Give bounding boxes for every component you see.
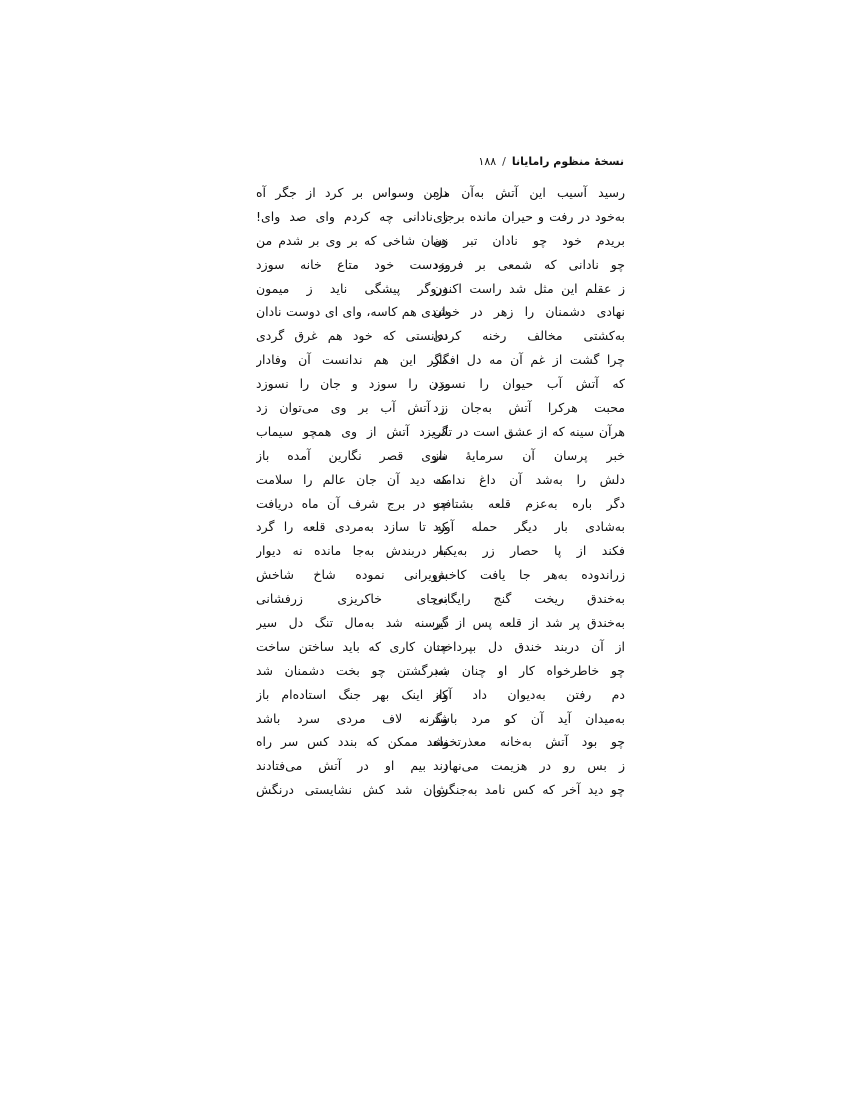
verse-line: ز عقلم این مثل شد راست اکنون (433, 280, 625, 296)
left-column (256, 181, 448, 802)
verse-line: نه دربندش به‌جا مانده نه دیوار (256, 543, 448, 559)
verse-line: فکند از پا حصار زر به‌یکبار (433, 543, 625, 559)
verse-line: وگرنه لاف مردی سرد باشد (256, 710, 448, 726)
running-header (478, 150, 624, 172)
verse-line: دم رفتن به‌دیوان داد آواز (433, 686, 625, 702)
verse-line: گریزد آتش از وی همچو سیماب (256, 423, 448, 439)
verse-line: به‌میدان آید آن کو مرد باشد (433, 710, 625, 726)
verse-line: مگر این هم ندانست آن وفادار (256, 352, 448, 368)
verse-line: سوی قصر نگارین آمده باز (256, 447, 448, 463)
header-separator: / (502, 154, 506, 168)
verse-line: به‌شادی بار دیگر حمله آورد (433, 519, 625, 535)
verse-line: چو خاطرخواه کار او چنان شد (433, 662, 625, 678)
verse-line: چو در برج شرف آن ماه دریافت (256, 495, 448, 511)
verse-line: نشد ممکن که بندد کس سر راه (256, 734, 448, 750)
verse-line: محبت هرکرا آتش به‌جان زد (433, 400, 625, 416)
verse-line: به‌کشتی مخالف رخنه کردی (433, 328, 625, 344)
verse-line: ز بس رو در هزیمت می‌نهادند (433, 758, 625, 774)
verse-line: ز بیم او در آتش می‌فتادند (256, 758, 448, 774)
verse-line: به‌جای خاکریزی زرفشانی (256, 591, 448, 607)
verse-line: بریدم خود چو نادان تبر زن (433, 232, 625, 248)
verse-line: همان شاخی که بر وی بر شدم من (256, 232, 448, 248)
verse-line: چو بود آتش به‌خانه معذرتخواه (433, 734, 625, 750)
right-column (433, 181, 625, 802)
verse-line: که آتش آب حیوان را نسوزد (433, 376, 625, 392)
verse-line: که اینک بهر جنگ استاده‌ام باز (256, 686, 448, 702)
verse-line: که تا سازد به‌مردی قلعه را گرد (256, 519, 448, 535)
verse-line: ز آتش آب بر وی می‌توان زد (256, 400, 448, 416)
verse-line: از آن دربند خندق دل بپرداخت (433, 638, 625, 654)
verse-line: روان شد کش نشایستی درنگش (256, 782, 448, 798)
verse-line: گرسنه شد به‌مال تنگ دل سیر (256, 615, 448, 631)
verse-line: بدن را سوزد و جان را نسوزد (256, 376, 448, 392)
verse-line: چرا گشت از غم آن مه دل افگار (433, 352, 625, 368)
page-number: ۱۸۸ (478, 154, 497, 168)
verse-line: ز نادانی چه کردم وای صد وای! (256, 208, 448, 224)
verse-line: به‌برگشتن چو بخت دشمنان شد (256, 662, 448, 678)
verse-line: به‌ویرانی نموده شاخ شاخش (256, 567, 448, 583)
book-title: نسخهٔ منظوم رامایانا (511, 154, 624, 168)
verse-line: شدی هم کاسه، وای ای دوست نادان (256, 304, 448, 320)
verse-line: دگر باره به‌عزم قلعه بشتافت (433, 495, 625, 511)
verse-line: چو نادانی که شمعی بر فروزد (433, 256, 625, 272)
verse-line: چنان کاری که باید ساختن ساخت (256, 638, 448, 654)
verse-line: دلش را به‌شد آن داغ ندامت (433, 471, 625, 487)
verse-line: هرآن سینه که از عشق است در تاب (433, 423, 625, 439)
verse-line: دروگر پیشگی ناید ز میمون (256, 280, 448, 296)
verse-line: دربن وسواس بر کرد از جگر آه (256, 185, 448, 200)
verse-line: به‌خود در رفت و حیران مانده برجای (433, 208, 625, 224)
verse-line: به‌خندق پر شد از قلعه پس از دیر (433, 615, 625, 631)
verse-line: نهادی دشمنان را زهر در خوان (433, 304, 625, 320)
verse-line: به‌خندق ریخت گنج رایگانی (433, 591, 625, 607)
verse-line: که دید آن جان عالم را سلامت (256, 471, 448, 487)
verse-line: به‌دست خود متاع خانه سوزد (256, 256, 448, 272)
verse-line: رسید آسیب این آتش به‌آن ماه (433, 185, 625, 200)
verse-line: چو دید آخر که کس نامد به‌جنگش (433, 782, 625, 798)
verse-line: زراندوده به‌هر جا یافت کاخش (433, 567, 625, 583)
verse-line: خبر پرسان آن سرمایهٔ ناز (433, 447, 625, 463)
verse-line: ندانستی که خود هم غرق گردی (256, 328, 448, 344)
